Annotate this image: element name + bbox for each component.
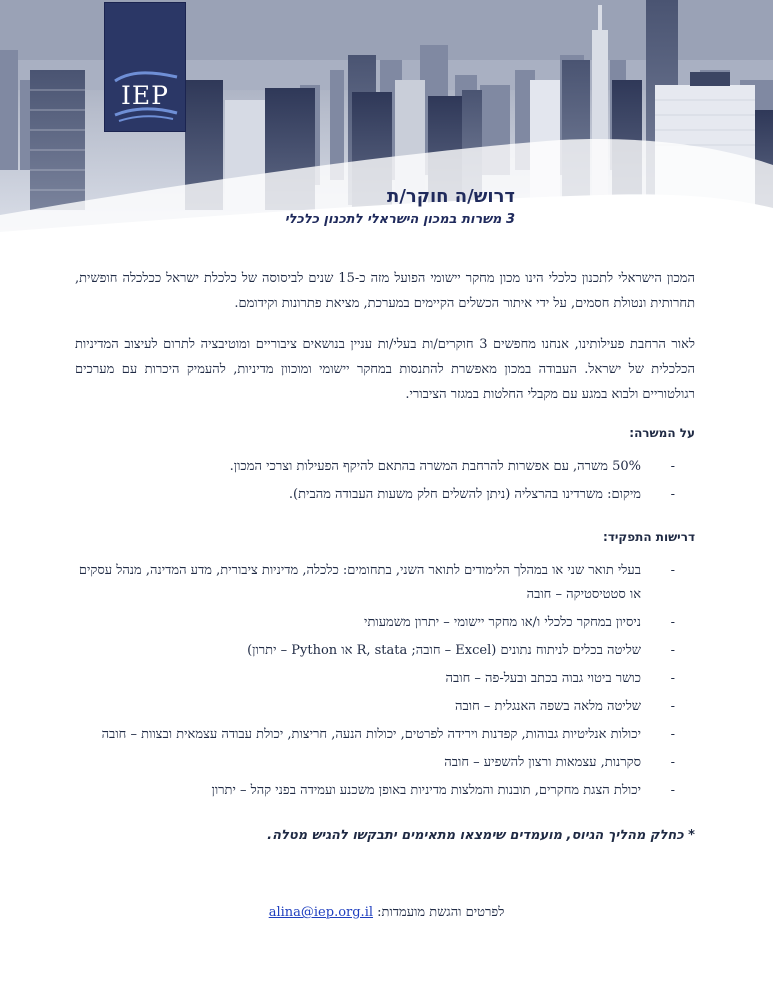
list-item: - כושר ביטוי גבוה בכתב ובעל-פה – חובה: [75, 667, 675, 691]
list-item: - שליטה בכלים לניתוח נתונים (Excel – חובה; R, stata או Python – יתרון): [75, 639, 675, 663]
contact-line: [0, 904, 773, 920]
assignment-note: * כחלק מהליך הגיוס, מועמדים שימצאו מתאימים יתבקשו להגיש מטלה.: [267, 828, 695, 843]
list-item: - יכולות אנליטיות גבוהות, קפדנות וירידה לפרטים, יכולות הנעה, חריצות, יכולת עבודה עצמאית ובצוות – חובה: [75, 723, 675, 747]
page-title: דרוש/ה חוקר/ת: [387, 186, 515, 207]
list-item: - 50% משרה, עם אפשרות להרחבת המשרה בהתאם להיקף הפעילות וצרכי המכון.: [75, 455, 675, 479]
list-item: - ניסיון במחקר כלכלי ו/או מחקר יישומי – יתרון משמעותי: [75, 611, 675, 635]
logo-text: IEP: [121, 81, 169, 110]
job-description: [75, 266, 695, 848]
iep-logo: [104, 2, 186, 132]
contact-email-link[interactable]: alina@iep.org.il: [268, 905, 374, 920]
list-item: - שליטה מלאה בשפה האנגלית – חובה: [75, 695, 675, 719]
intro-paragraph: המכון הישראלי לתכנון כלכלי הינו מכון מחקר יישומי הפועל מזה כ-15 שנים לביסוסה של כלכלת ישראל ככלכלה חופשית, תחרותית ונטולת חסמים, על ידי איתור הכשלים הקיימים במערכת, מציאת פתרונות וקידומם.: [75, 271, 695, 311]
requirements-section-title: דרישות התפקיד:: [603, 530, 695, 544]
header-banner: [0, 0, 773, 250]
list-item: - בעלי תואר שני או במהלך הלימודים לתואר השני, בתחומים: כלכלה, מדיניות ציבורית, מדע המדינה, מנהל עסקים או סטטיסטיקה – חובה: [75, 559, 675, 607]
contact-label: לפרטים והגשת מועמדות:: [377, 905, 505, 920]
page-subtitle: 3 משרות במכון הישראלי לתכנון כלכלי: [284, 212, 515, 227]
requirements-list: [75, 559, 695, 803]
list-item: - מיקום: משרדינו בהרצליה (ניתן להשלים חלק משעות העבודה מהבית).: [75, 483, 675, 507]
position-list: [75, 455, 695, 507]
logo-wave-icon: [105, 3, 187, 133]
position-section-title: על המשרה:: [629, 426, 695, 440]
expansion-paragraph: לאור הרחבת פעילותינו, אנחנו מחפשים 3 חוקרים/ות בעלי/ות עניין בנושאים ציבוריים ומוטיבציה לתרום לעיצוב המדיניות הכלכלית של ישראל. העבודה במכון מאפשרת להתנסות במחקר יישומי ומוכוון מדיניות, להעמיק היכרות עם מערכים רגולטוריים ולבוא במגע עם מקבלי החלטות במגזר הציבורי.: [75, 337, 695, 402]
list-item: - סקרנות, עצמאות ורצון להשפיע – חובה: [75, 751, 675, 775]
list-item: - יכולת הצגת מחקרים, תובנות והמלצות מדיניות באופן משכנע ועמידה בפני קהל – יתרון: [75, 779, 675, 803]
